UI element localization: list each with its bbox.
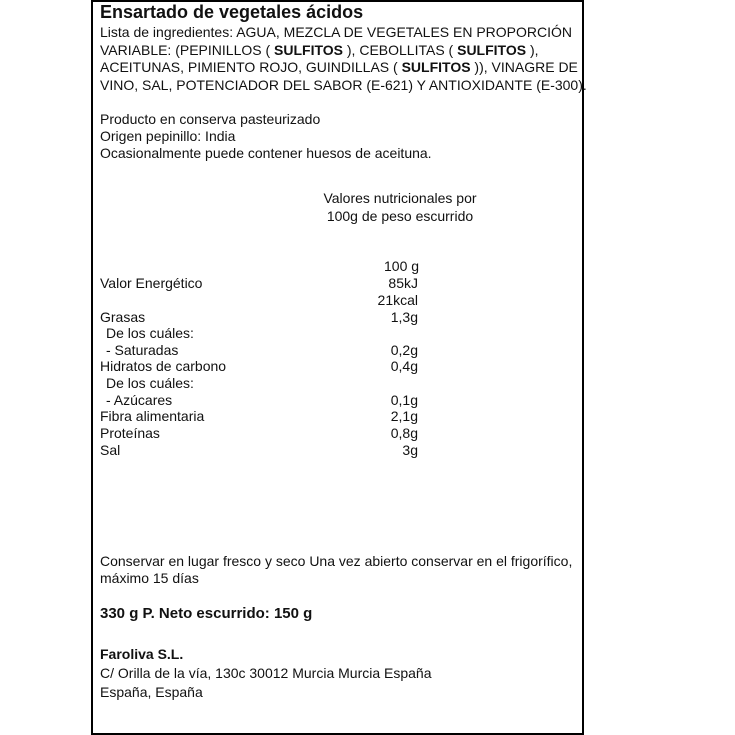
storage-instructions-line-1: Conservar en lugar fresco y seco Una vez abierto conservar en el frigorífico, [100, 553, 573, 569]
info-pasteurized: Producto en conserva pasteurizado [100, 111, 321, 127]
nutrition-value: 0,8g [390, 425, 418, 441]
nutrition-column-header: 100 g [384, 258, 420, 274]
ingredients-line-3 [100, 59, 580, 77]
nutrition-value: 85kJ [388, 275, 418, 291]
company-name: Faroliva S.L. [100, 646, 184, 662]
nutrition-value: 21kcal [377, 292, 418, 308]
nutrition-label: De los cuáles: [106, 325, 194, 341]
allergen-sulfitos: SULFITOS [457, 41, 527, 58]
company-country: España, España [100, 684, 203, 700]
ingredients-line-2 [100, 42, 580, 60]
nutrition-label: Grasas [100, 309, 146, 325]
ingredients-line-4: VINO, SAL, POTENCIADOR DEL SABOR (E-621) Y ANTIOXIDANTE (E-300). [100, 76, 587, 93]
nutrition-value: 0,1g [390, 392, 418, 408]
product-title: Ensartado de vegetales ácidos [100, 2, 364, 22]
ingredients-text: ACEITUNAS, PIMIENTO ROJO, GUINDILLAS ( [100, 59, 402, 75]
ingredients-line-1: Lista de ingredientes: AGUA, MEZCLA DE VEGETALES EN PROPORCIÓN [100, 24, 573, 40]
nutrition-label: De los cuáles: [106, 375, 194, 391]
nutrition-value: 0,2g [390, 342, 418, 358]
nutrition-value: 2,1g [390, 408, 418, 424]
nutrition-value: 1,3g [390, 309, 418, 325]
nutrition-value: 0,4g [390, 358, 418, 374]
allergen-sulfitos: SULFITOS [401, 59, 471, 75]
nutrition-label: Hidratos de carbono [100, 358, 227, 374]
nutrition-header-line-2: 100g de peso escurrido [326, 208, 474, 224]
nutrition-label: Valor Energético [100, 275, 203, 291]
info-origin: Origen pepinillo: India [100, 128, 236, 144]
ingredients-text: ), CEBOLLITAS ( [343, 41, 458, 58]
storage-instructions-line-2: máximo 15 días [100, 570, 199, 586]
ingredients-text: )), VINAGRE DE [470, 59, 578, 75]
nutrition-label: Proteínas [100, 425, 160, 441]
info-pits-warning: Ocasionalmente puede contener huesos de aceituna. [100, 145, 432, 161]
nutrition-value: 3g [402, 442, 418, 458]
ingredients-text: ), [526, 41, 539, 58]
ingredients-text: VARIABLE: (PEPINILLOS ( [100, 41, 275, 58]
ingredients-list [100, 24, 587, 94]
nutrition-label: Fibra alimentaria [100, 408, 205, 424]
company-address: C/ Orilla de la vía, 130c 30012 Murcia Murcia España [100, 665, 432, 681]
nutrition-label: - Azúcares [106, 392, 173, 408]
nutrition-header-line-1: Valores nutricionales por [323, 190, 477, 206]
net-weight: 330 g P. Neto escurrido: 150 g [100, 605, 313, 622]
nutrition-label: - Saturadas [106, 342, 179, 358]
allergen-sulfitos: SULFITOS [274, 41, 343, 58]
nutrition-label: Sal [100, 442, 121, 458]
